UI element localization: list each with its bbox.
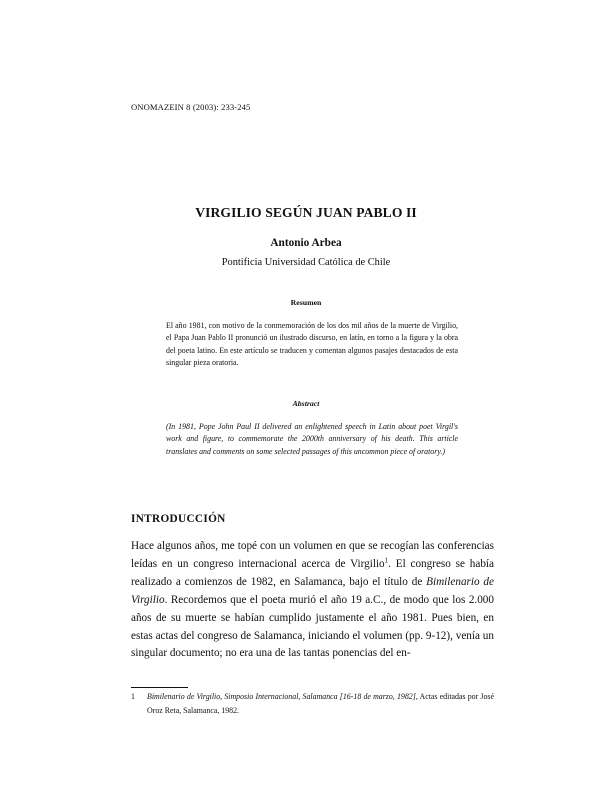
body-paragraph xyxy=(131,538,494,663)
abstract-heading: Abstract xyxy=(292,399,320,408)
journal-reference: ONOMAZEIN 8 (2003): 233-245 xyxy=(131,102,251,112)
author-affiliation: Pontificia Universidad Católica de Chile xyxy=(221,257,391,268)
footnote-number: 1 xyxy=(131,692,135,701)
body-text-part-2: . El congreso se había realizado a comienzos de 1982, en Salamanca, bajo el título de xyxy=(131,557,495,588)
author-name: Antonio Arbea xyxy=(270,237,342,249)
footnote-text xyxy=(147,690,494,717)
body-text-part-3: . Recordemos que el poeta murió el año 19 a.C., de modo que los 2.000 años de su muerte se habían cumplido justamente el año 1981. Pues bien, en estas actas del congreso de Salamanca, iniciando el volumen (pp. 9-12), venía un singular documento; no era una de las tantas ponencias del en- xyxy=(131,593,494,660)
footnote-italic: Bimilenario de Virgilio, Simposio Internacional, Salamanca [16-18 de marzo, 1982] xyxy=(147,692,416,701)
section-heading: INTRODUCCIÓN xyxy=(131,513,226,525)
resumen-text: El año 1981, con motivo de la conmemoración de los dos mil años de la muerte de Virgilio, el Papa Juan Pablo II pronunció un ilustrado discurso, en latín, en torno a la figura y la obra del poeta latino. En este artículo se traducen y comentan algunos pasajes destacados de esta singular pieza oratoria. xyxy=(166,321,458,367)
footnote-rest: , Actas editadas por José Oroz Reta, Salamanca, 1982. xyxy=(147,692,494,715)
resumen-heading: Resumen xyxy=(290,298,322,307)
article-title: VIRGILIO SEGÚN JUAN PABLO II xyxy=(195,205,417,220)
footnote xyxy=(131,690,494,717)
body-italic-title: Bimilenario de Virgilio xyxy=(131,575,494,606)
body-text-part-1: Hace algunos años, me topé con un volumen en que se recogían las conferencias leídas en un congreso internacional acerca de Virgilio xyxy=(131,540,494,570)
footnote-ref[interactable]: 1 xyxy=(384,556,389,565)
abstract-text: (In 1981, Pope John Paul II delivered an enlightened speech in Latin about poet Virgil's work and figure, to commemorate the 2000th anniversary of his death. This article translates and comments on some selected passages of this uncommon piece of oratory.) xyxy=(166,422,458,456)
footnote-separator xyxy=(131,687,188,688)
